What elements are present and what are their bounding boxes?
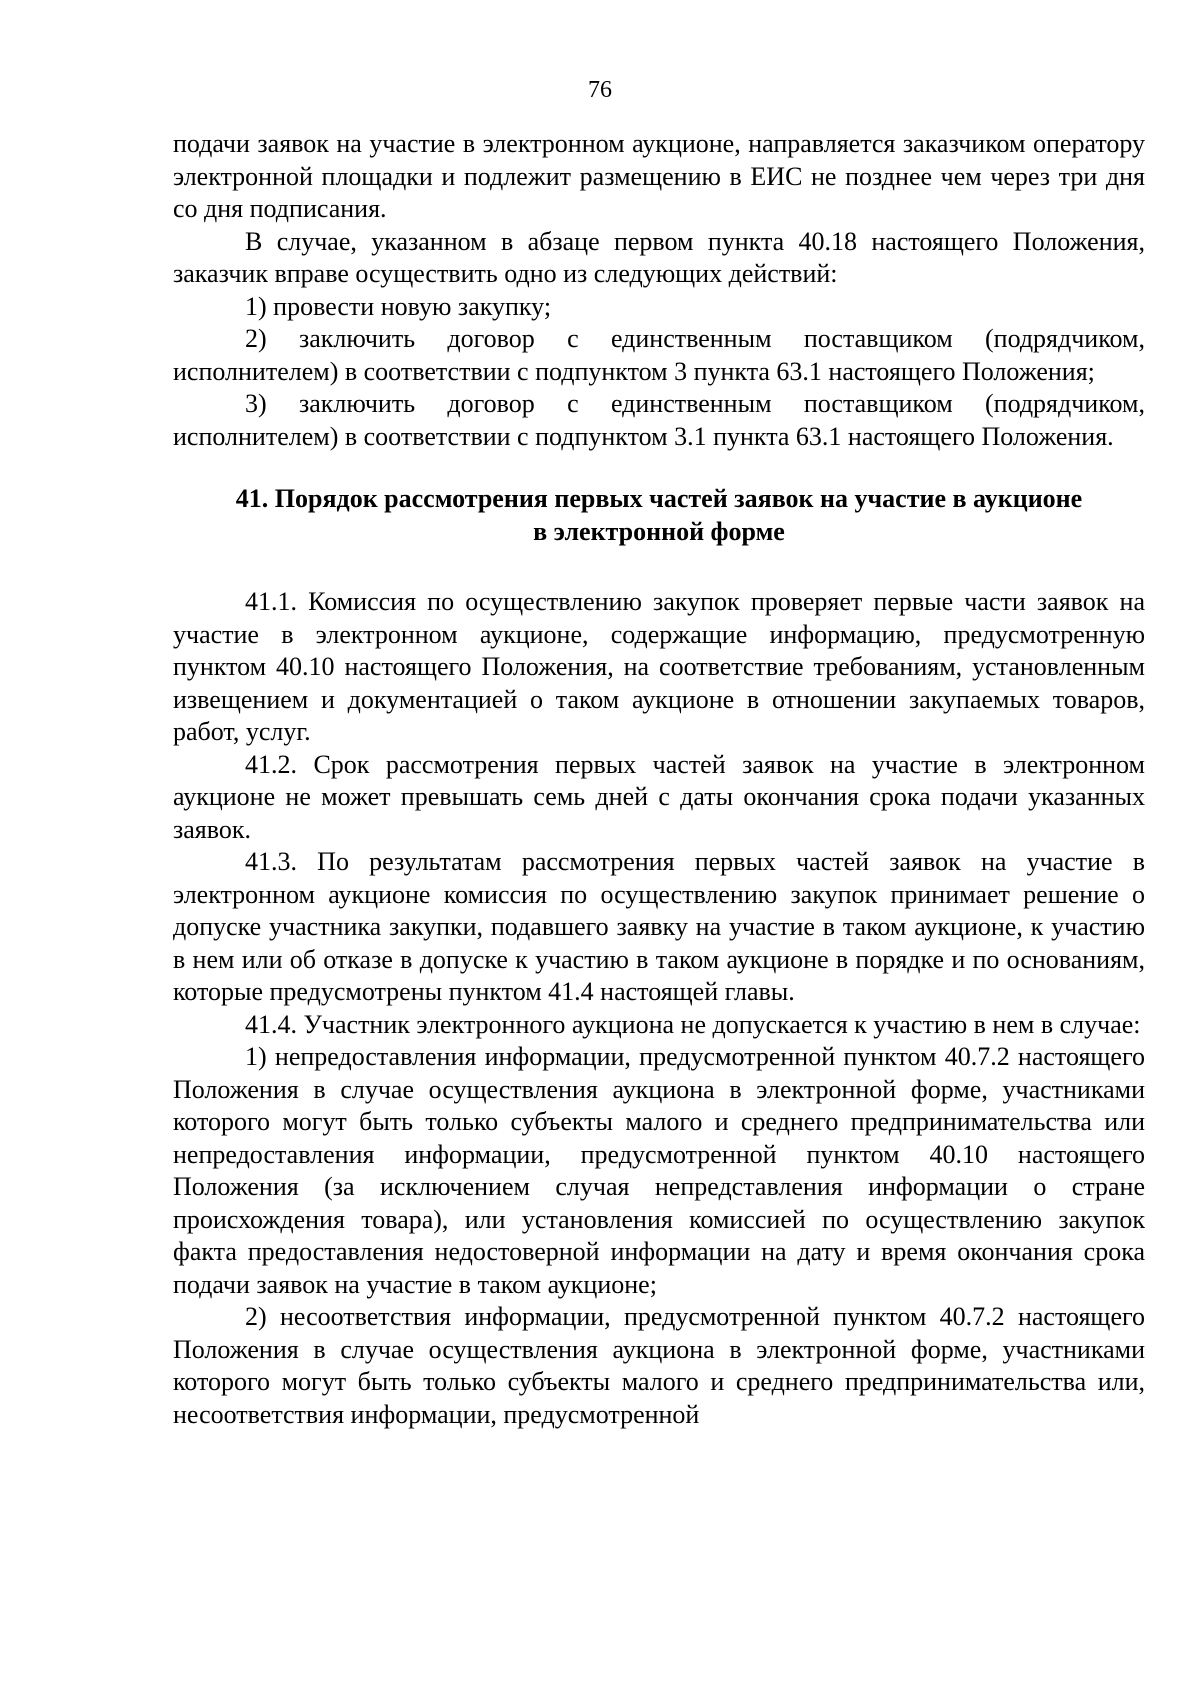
paragraph: 2) несоответствия информации, предусмотренной пунктом 40.7.2 настоящего Положения в случае осуществления аукциона в электронной форме, участниками которого могут быть только субъекты малого и среднего предпринимательства или, несоответствия информации, предусмотренной: [173, 1302, 1145, 1429]
section-heading-line-2: в электронной форме: [533, 516, 785, 546]
paragraph: подачи заявок на участие в электронном аукционе, направляется заказчиком оператору электронной площадки и подлежит размещению в ЕИС не позднее чем через три дня со дня подписания.: [173, 129, 1145, 223]
page-number: 76: [588, 77, 612, 103]
paragraph: В случае, указанном в абзаце первом пункта 40.18 настоящего Положения, заказчик вправе осуществить одно из следующих действий:: [173, 226, 1145, 288]
paragraph: 41.2. Срок рассмотрения первых частей заявок на участие в электронном аукционе не может превышать семь дней с даты окончания срока подачи указанных заявок.: [173, 749, 1145, 844]
paragraph: 2) заключить договор с единственным поставщиком (подрядчиком, исполнителем) в соответствии с подпунктом 3 пункта 63.1 настоящего Положения;: [173, 324, 1145, 386]
paragraph: 3) заключить договор с единственным поставщиком (подрядчиком, исполнителем) в соответствии с подпунктом 3.1 пункта 63.1 настоящего Положения.: [173, 389, 1145, 451]
paragraph: 1) непредоставления информации, предусмотренной пунктом 40.7.2 настоящего Положения в случае осуществления аукциона в электронной форме, участниками которого могут быть только субъекты малого и среднего предпринимательства или непредоставления информации, предусмотренной пунктом 40.10 настоящего Положения (за исключением случая непредставления информации о стране происхождения товара), или установления комиссией по осуществлению закупок факта предоставления недостоверной информации на дату и время окончания срока подачи заявок на участие в таком аукционе;: [173, 1042, 1145, 1299]
paragraphs-after-heading: [173, 586, 1145, 1431]
paragraph: 1) провести новую закупку;: [245, 291, 552, 321]
section-heading: [173, 483, 1145, 548]
paragraph: 41.3. По результатам рассмотрения первых частей заявок на участие в электронном аукционе комиссия по осуществлению закупок принимает решение о допуске участника закупки, подавшего заявку на участие в таком аукционе, к участию в нем или об отказе в допуске к участию в таком аукционе в порядке и по основаниям, которые предусмотрены пунктом 41.4 настоящей главы.: [173, 847, 1145, 1006]
document-body: [173, 128, 1145, 1431]
paragraphs-before-heading: [173, 128, 1145, 453]
paragraph: 41.1. Комиссия по осуществлению закупок проверяет первые части заявок на участие в электронном аукционе, содержащие информацию, предусмотренную пунктом 40.10 настоящего Положения, на соответствие требованиям, установленным извещением и документацией о таком аукционе в отношении закупаемых товаров, работ, услуг.: [173, 587, 1145, 746]
paragraph: 41.4. Участник электронного аукциона не допускается к участию в нем в случае:: [245, 1009, 1141, 1039]
section-heading-line-1: 41. Порядок рассмотрения первых частей заявок на участие в аукционе: [235, 484, 1083, 513]
